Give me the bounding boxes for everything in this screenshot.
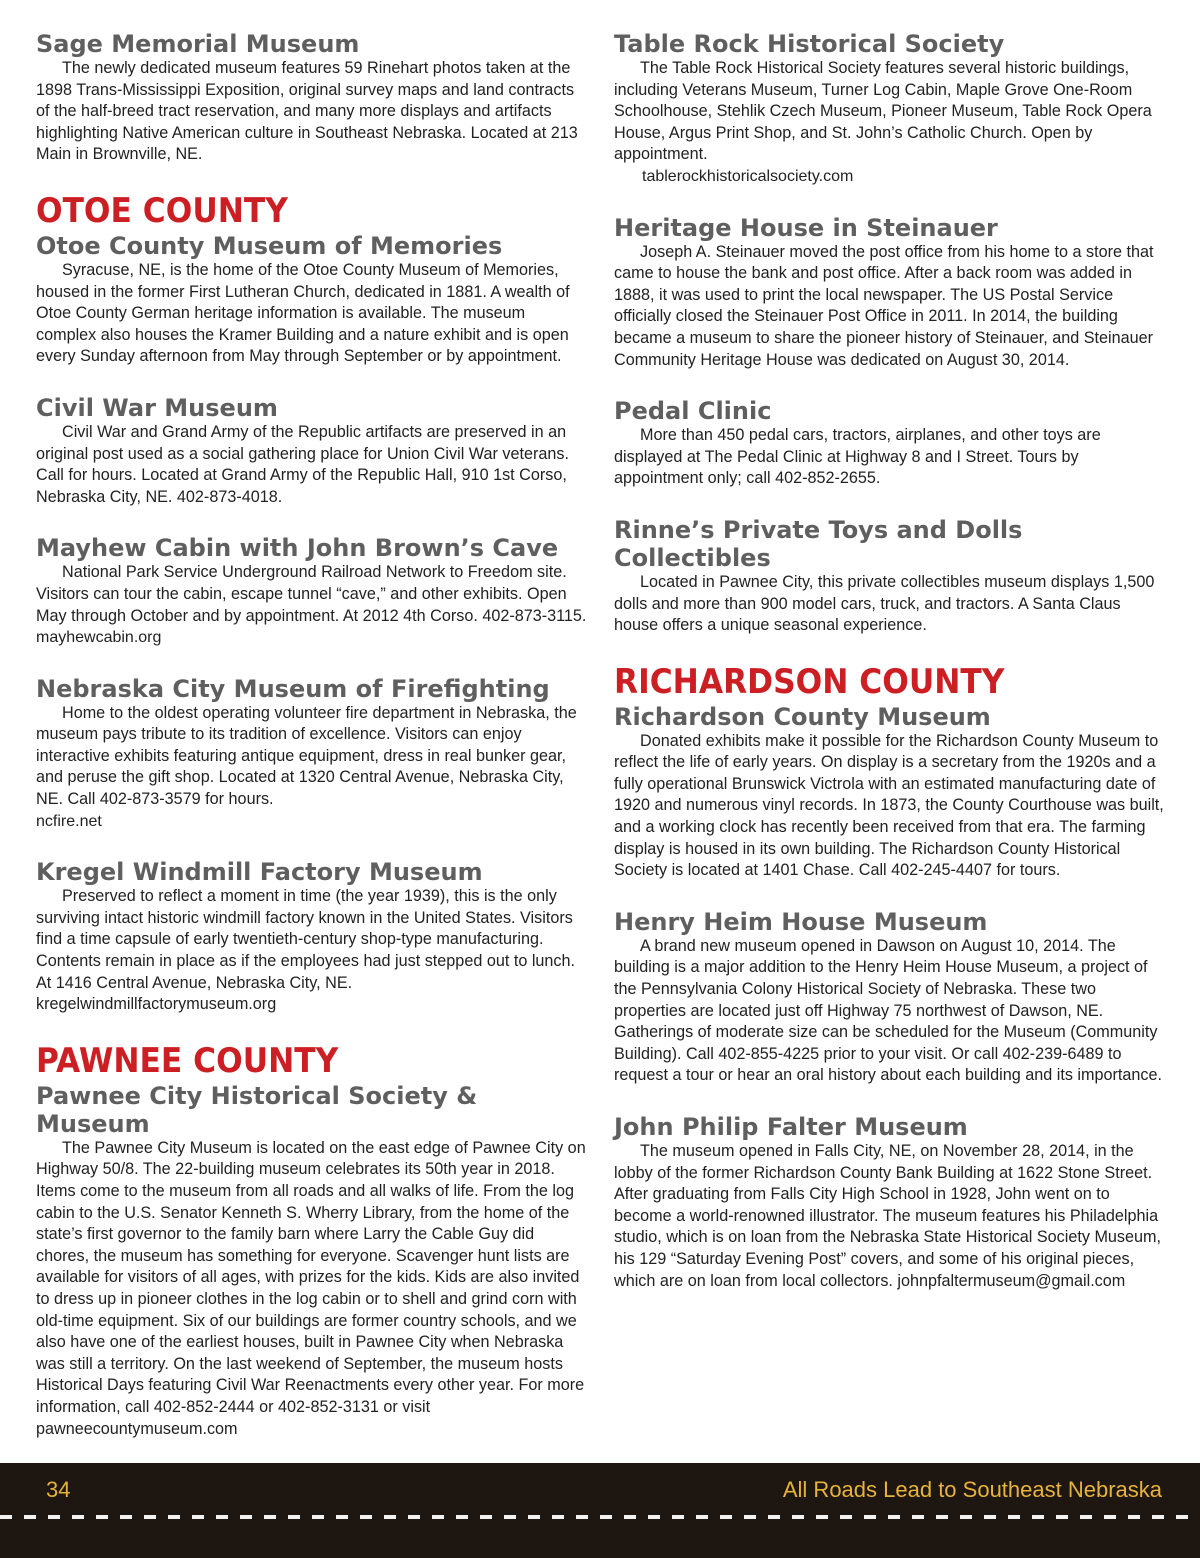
county-heading-richardson: RICHARDSON COUNTY — [614, 661, 1005, 702]
entry-henry-heim — [614, 908, 1166, 1087]
dashed-road-line — [0, 1515, 1200, 1519]
entry-title: Table Rock Historical Society — [614, 30, 1005, 58]
entry-richardson-museum — [614, 703, 1166, 882]
entry-body: Preserved to reflect a moment in time (the year 1939), this is the only surviving intact historic windmill factory known in the United States. Visitors find a time capsule of early twentieth-century shop-type manufacturing. Contents remain in place as if the employees had just stepped out to lunch. At 1416 Central Avenue, Nebraska City, NE. kregelwindmillfactorymuseum.org — [36, 887, 576, 1014]
entry-title: Sage Memorial Museum — [36, 30, 360, 58]
entry-title: John Philip Falter Museum — [614, 1113, 968, 1141]
entry-otoe-museum — [36, 232, 588, 368]
entry-body: Located in Pawnee City, this private collectibles museum displays 1,500 dolls and more than 900 model cars, truck, and tractors. A Santa Claus house offers a unique seasonal experience. — [614, 572, 1155, 635]
county-heading-otoe: OTOE COUNTY — [36, 190, 288, 231]
footer-title: All Roads Lead to Southeast Nebraska — [782, 1477, 1162, 1502]
left-column — [36, 30, 588, 1466]
entry-falter-museum — [614, 1113, 1166, 1292]
entry-heritage-house — [614, 214, 1166, 372]
entry-body: The Table Rock Historical Society features several historic buildings, including Veterans Museum, Turner Log Cabin, Maple Grove One-Room Schoolhouse, Stehlik Czech Museum, Pioneer Museum, Table Rock Opera House, Argus Print Shop, and St. John’s Catholic Church. Open by appointment. — [614, 59, 1152, 164]
entry-title: Rinne’s Private Toys and Dolls Collectibles — [614, 515, 1023, 572]
entry-body: The Pawnee City Museum is located on the east edge of Pawnee City on Highway 50/8. The 22-building museum celebrates its 50th year in 2018. Items come to the museum from all roads and all walks of life. From the log cabin to the U.S. Senator Kenneth S. Wherry Library, from the home of the state’s first governor to the family barn where Larry the Cable Guy did chores, the museum has something for everyone. Scavenger hunt lists are available for visitors of all ages, with prizes for the kids. Kids are also invited to dress up in pioneer clothes in the log cabin or to shell and grind corn with old-time equipment. Six of our buildings are former country schools, and we also have one of the earliest houses, built in Pawnee City when Nebraska was still a territory. On the last weekend of September, the museum hosts Historical Days featuring Civil War Reenactments every other year. For more information, call 402-852-2444 or 402-852-3131 or visit pawneecountymuseum.com — [36, 1138, 586, 1438]
entry-title: Henry Heim House Museum — [614, 907, 988, 936]
entry-body: National Park Service Underground Railroad Network to Freedom site. Visitors can tour the cabin, escape tunnel “cave,” and other exhibits. Open May through October and by appointment. At 2012 4th Corso. 402-873-3115. — [36, 563, 587, 625]
entry-body: Home to the oldest operating volunteer fire department in Nebraska, the museum pays tribute to its tradition of excellence. Visitors can enjoy interactive exhibits featuring antique equipment, dress in real bunker gear, and peruse the gift shop. Located at 1320 Central Avenue, Nebraska City, NE. Call 402-873-3579 for hours. — [36, 703, 577, 809]
entry-title: Civil War Museum — [36, 393, 278, 422]
entry-sage-memorial — [36, 30, 588, 166]
entry-kregel-windmill — [36, 858, 588, 1016]
entry-body: The newly dedicated museum features 59 Rinehart photos taken at the 1898 Trans-Mississippi Exposition, original survey maps and land contracts of the half-breed tract reservation, and many more displays and artifacts highlighting Native American culture in Southeast Nebraska. Located at 213 Main in Brownville, NE. — [36, 59, 578, 164]
entry-body: Donated exhibits make it possible for the Richardson County Museum to reflect the life of early years. On display is a secretary from the 1920s and a fully operational Brunswick Victrola with an estimated manufacturing date of 1920 and numerous vinyl records. In 1873, the County Courthouse was built, and a working clock has recently been received from that era. The farming display is housed in its own building. The Richardson County Historical Society is located at 1401 Chase. Call 402-245-4407 for tours. — [614, 731, 1164, 880]
entry-firefighting-museum — [36, 675, 588, 833]
entry-title: Pawnee City Historical Society & Museum — [36, 1081, 478, 1138]
entry-body: The museum opened in Falls City, NE, on November 28, 2014, in the lobby of the former Richardson County Bank Building at 1622 Stone Street. After graduating from Falls City High School in 1928, John went on to become a world-renowned illustrator. The museum features his Philadelphia studio, which is on loan from the Nebraska State Historical Society Museum, his 129 “Saturday Evening Post” covers, and some of his original pieces, which are on loan from local collectors. johnpfaltermuseum@gmail.com — [614, 1142, 1162, 1290]
entry-title: Heritage House in Steinauer — [614, 213, 998, 242]
entry-url[interactable]: mayhewcabin.org — [36, 629, 162, 647]
county-heading-pawnee: PAWNEE COUNTY — [36, 1040, 339, 1081]
entry-pedal-clinic — [614, 397, 1166, 490]
entry-url[interactable]: tablerockhistoricalsociety.com — [642, 167, 854, 185]
entry-url[interactable]: ncfire.net — [36, 812, 102, 830]
entry-body: Syracuse, NE, is the home of the Otoe County Museum of Memories, housed in the former First Lutheran Church, dedicated in 1881. A wealth of Otoe County German heritage information is available. The museum complex also houses the Kramer Building and a nature exhibit and is open every Sunday afternoon from May through September or by appointment. — [36, 260, 570, 366]
entry-title: Mayhew Cabin with John Brown’s Cave — [36, 534, 559, 563]
entry-title: Nebraska City Museum of Firefighting — [36, 674, 550, 703]
entry-body: A brand new museum opened in Dawson on August 10, 2014. The building is a major addition to the Henry Heim House Museum, a project of the Pennsylvania Colony Historical Society of Nebraska. These two properties are located just off Highway 75 northwest of Dawson, NE. Gatherings of moderate size can be scheduled for the Museum (Community Building). Call 402-855-4225 prior to your visit. Or call 402-239-6489 to request a tour or hear an oral history about each building and its importance. — [614, 936, 1163, 1085]
entry-body: Civil War and Grand Army of the Republic artifacts are preserved in an original post used as a social gathering place for Union Civil War veterans. Call for hours. Located at Grand Army of the Republic Hall, 910 1st Corso, Nebraska City, NE. 402-873-4018. — [36, 422, 569, 506]
right-column — [614, 30, 1166, 1318]
entry-body: Joseph A. Steinauer moved the post office from his home to a store that came to house the bank and post office. After a back room was added in 1888, it was used to print the local newspaper. The US Postal Service officially closed the Steinauer Post Office in 2011. In 2014, the building became a museum to share the pioneer history of Steinauer, and Steinauer Community Heritage House was dedicated on August 30, 2014. — [614, 242, 1154, 369]
entry-body: More than 450 pedal cars, tractors, airplanes, and other toys are displayed at The Pedal Clinic at Highway 8 and I Street. Tours by appointment only; call 402-852-2655. — [614, 426, 1101, 488]
entry-title: Otoe County Museum of Memories — [36, 231, 503, 260]
entry-rinnes-toys — [614, 516, 1166, 637]
entry-title: Kregel Windmill Factory Museum — [36, 858, 483, 887]
entry-pawnee-city-museum — [36, 1082, 588, 1440]
page-number: 34 — [46, 1477, 71, 1502]
page-footer — [0, 1463, 1200, 1558]
entry-mayhew-cabin — [36, 534, 588, 648]
entry-table-rock — [614, 30, 1166, 188]
entry-title: Pedal Clinic — [614, 397, 772, 426]
entry-title: Richardson County Museum — [614, 702, 991, 731]
entry-civil-war-museum — [36, 394, 588, 508]
